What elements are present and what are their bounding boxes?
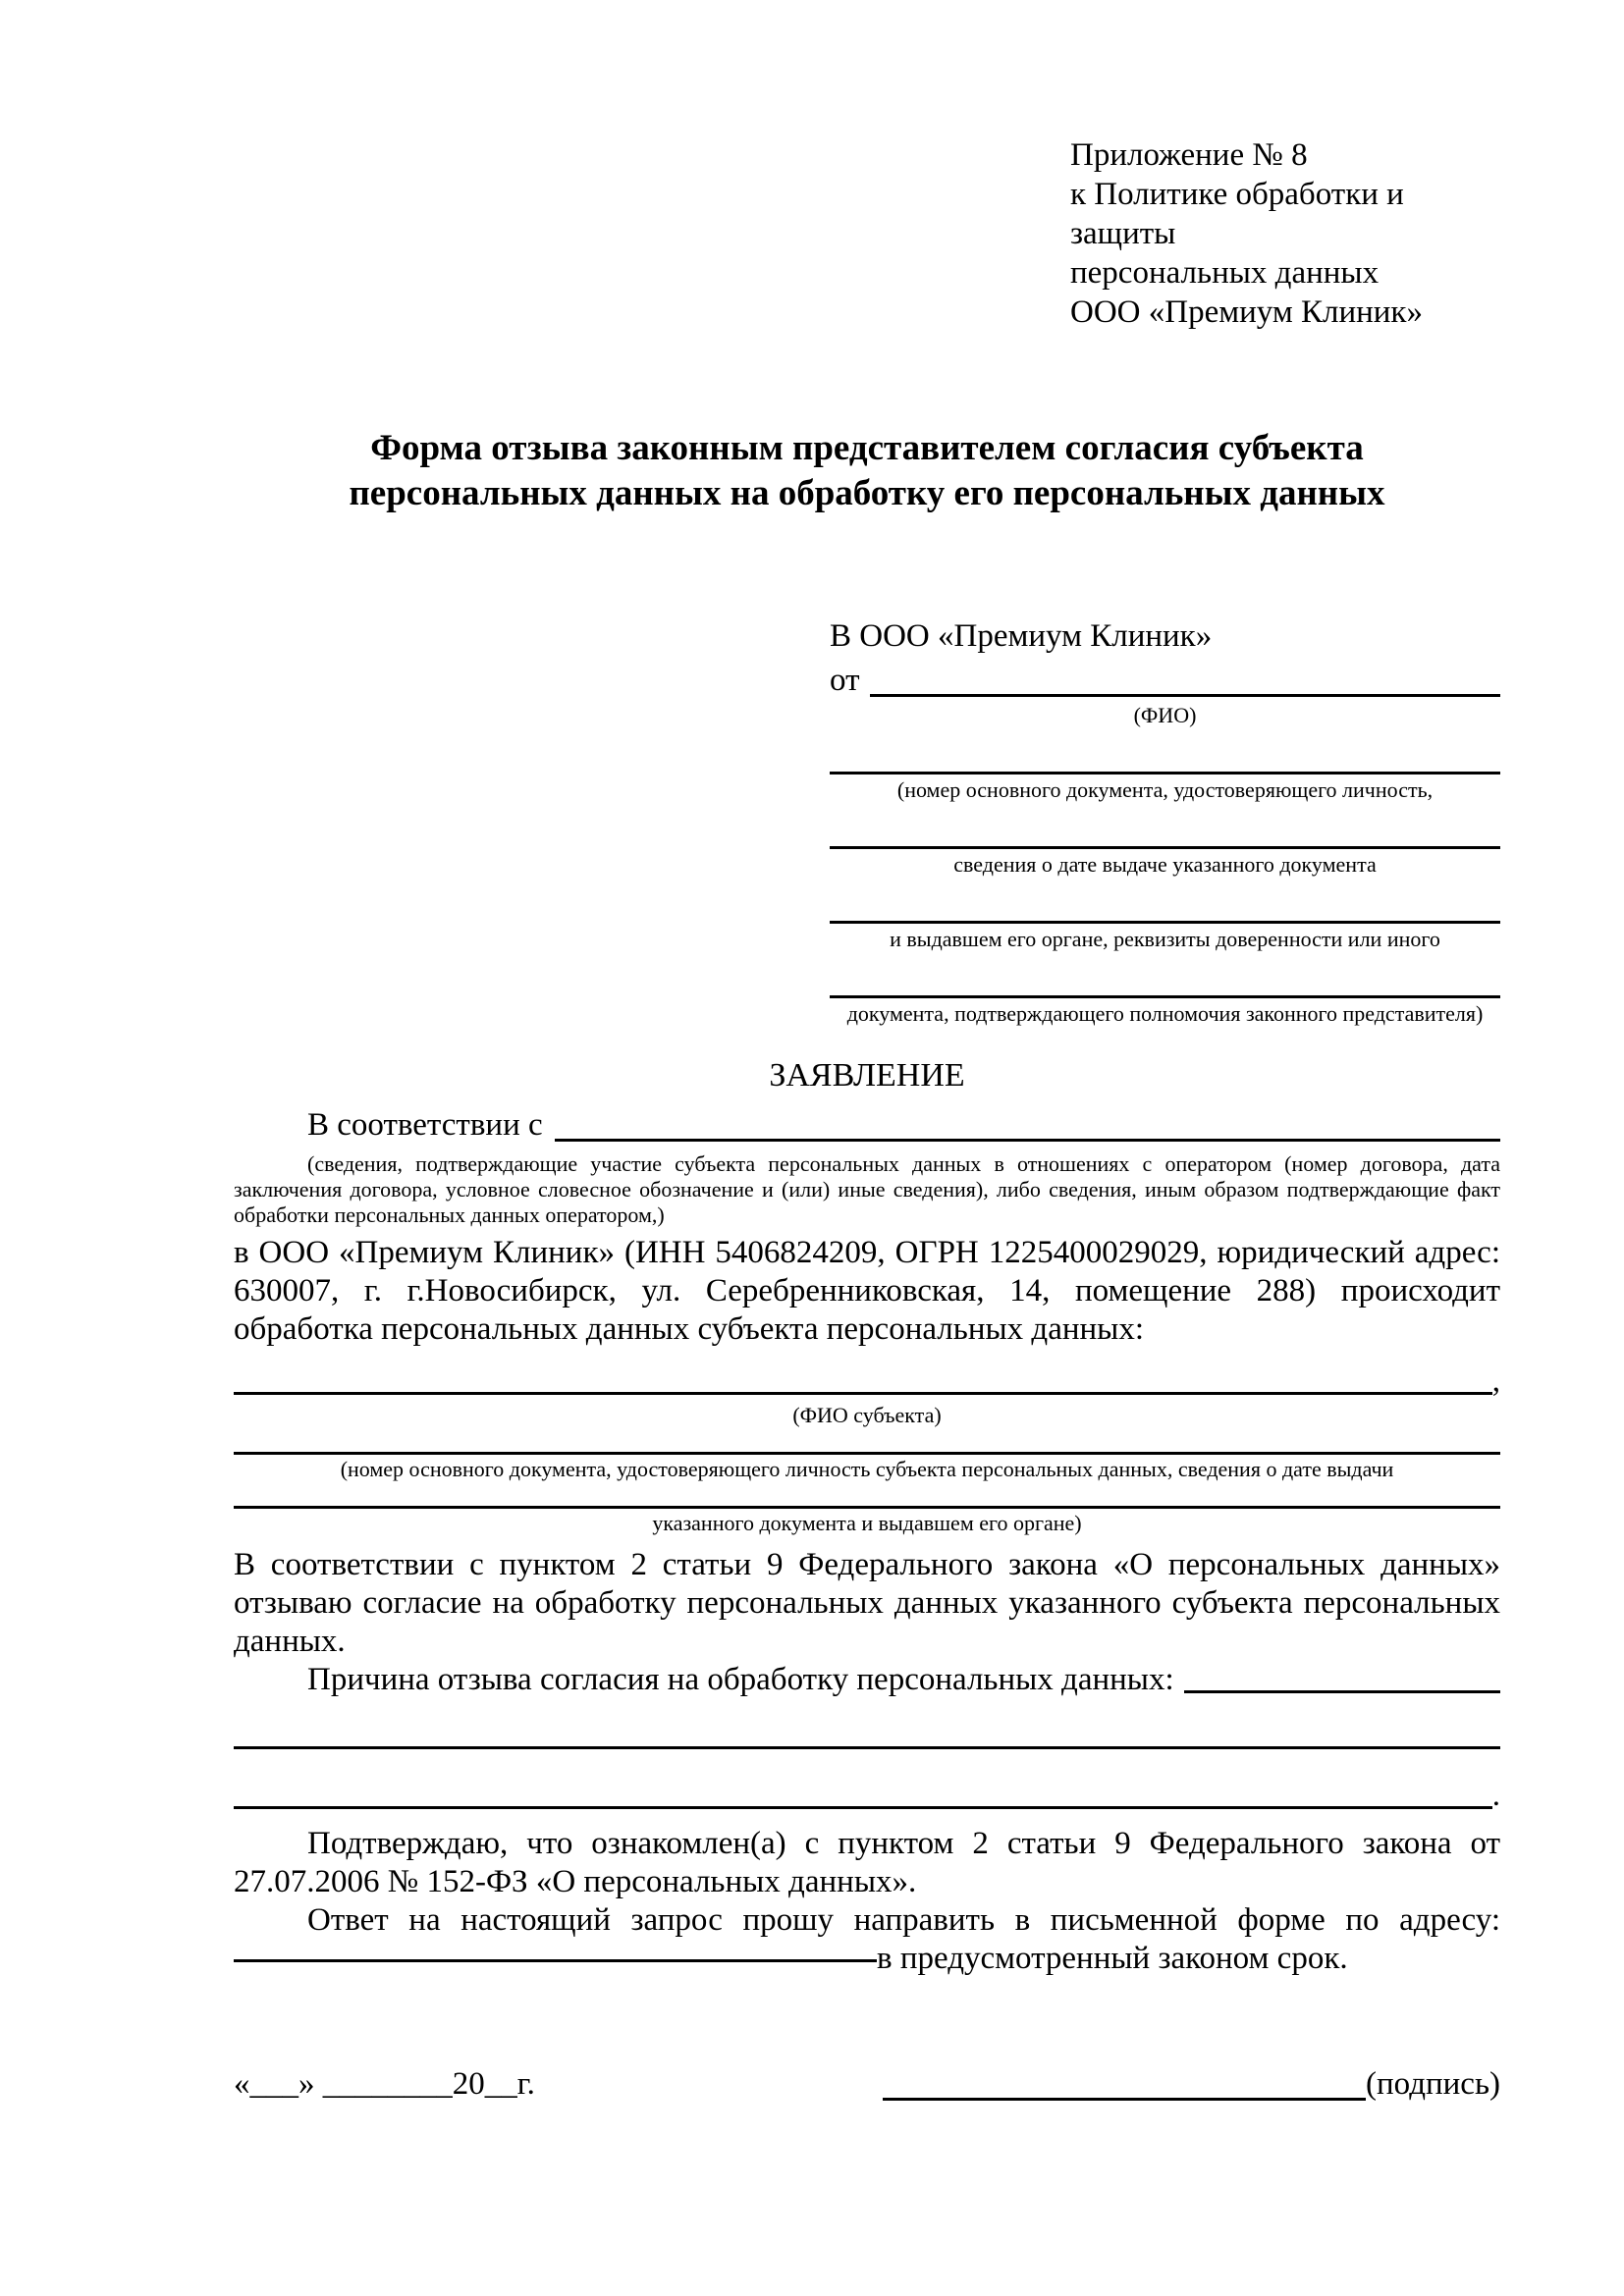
reason-line-suffix: . [1491, 1778, 1500, 1813]
representative-doc-caption-1: (номер основного документа, удостоверяющего личность, [896, 777, 1434, 802]
signature-group [883, 2062, 1500, 2107]
subject-fio-row [234, 1362, 1500, 1401]
response-request-line: Ответ на настоящий запрос прошу направить в письменной форме по адресу: [307, 1902, 1500, 1938]
reason-blank-line-3 [234, 1777, 1492, 1809]
subject-doc-caption-2: указанного документа и выдавшем его органе) [652, 1511, 1082, 1535]
reason-label: Причина отзыва согласия на обработку персональных данных: [307, 1662, 1174, 1697]
basis-row [234, 1103, 1500, 1148]
subject-fio-blank-line [234, 1362, 1492, 1395]
basis-blank-line [555, 1103, 1500, 1142]
statement-heading: ЗАЯВЛЕНИЕ [769, 1057, 965, 1094]
representative-doc-blank-line-3 [830, 921, 1500, 924]
representative-doc-blank-line-4 [830, 995, 1500, 998]
title-line-1: Форма отзыва законным представителем согласия субъекта [370, 428, 1364, 468]
withdrawal-paragraph: В соответствии с пунктом 2 статьи 9 Федерального закона «О персональных данных» отзываю согласие на обработку персональных данных указанного субъекта персональных данных. [234, 1547, 1500, 1659]
appendix-line-1: Приложение № 8 [1070, 137, 1308, 173]
appendix-block [1070, 135, 1500, 332]
representative-doc-caption-4: документа, подтверждающего полномочия законного представителя) [846, 1001, 1484, 1026]
acknowledgement-paragraph: Подтверждаю, что ознакомлен(а) с пунктом 2 статьи 9 Федерального закона от 27.07.2006 № 152-ФЗ «О персональных данных». [234, 1826, 1500, 1899]
response-suffix: в предусмотренный законом срок. [877, 1941, 1348, 1976]
document-title [234, 426, 1500, 516]
from-label: от [830, 663, 860, 698]
basis-label: В соответствии с [307, 1107, 543, 1143]
representative-doc-caption-2: сведения о дате выдаче указанного документа [953, 852, 1377, 877]
subject-doc-blank-line-2 [234, 1506, 1500, 1509]
title-line-2: персональных данных на обработку его персональных данных [349, 473, 1385, 513]
subject-doc-caption-1: (номер основного документа, удостоверяющего личность субъекта персональных данных, сведения о дате выдачи [340, 1457, 1394, 1481]
basis-caption: (сведения, подтверждающие участие субъекта персональных данных в отношениях с оператором (номер договора, дата заключения договора, условное словесное обозначение и (или) иные сведения), либо сведения, иным образом подтверждающие факт обработки персональных данных оператором,) [234, 1151, 1500, 1227]
reason-blank-line-1 [1184, 1661, 1500, 1693]
appendix-line-4: ООО «Премиум Клиник» [1070, 294, 1423, 330]
addressee-block [830, 614, 1500, 1027]
addressee-to: В ООО «Премиум Клиник» [830, 618, 1213, 654]
reason-row [234, 1661, 1500, 1699]
representative-fio-caption: (ФИО) [1133, 703, 1197, 727]
response-address-row [234, 1940, 1500, 1978]
date-blank-line: «___» ________20__г. [234, 2066, 535, 2102]
reason-blank-row-3 [234, 1777, 1500, 1815]
subject-fio-caption: (ФИО субъекта) [792, 1403, 942, 1427]
signature-blank-line [883, 2062, 1366, 2101]
operator-paragraph: в ООО «Премиум Клиник» (ИНН 5406824209, ОГРН 1225400029029, юридический адрес: 630007, г. г.Новосибирск, ул. Серебренниковская, 14, помещение 288) происходит обработка персональных данных субъекта персональных данных: [234, 1235, 1500, 1347]
addressee-from-row [830, 659, 1500, 703]
signature-caption: (подпись) [1366, 2066, 1500, 2102]
subject-doc-blank-line-1 [234, 1452, 1500, 1455]
representative-doc-blank-line-1 [830, 772, 1500, 774]
representative-doc-caption-3: и выдавшем его органе, реквизиты доверенности или иного [890, 927, 1440, 951]
representative-doc-blank-line-2 [830, 846, 1500, 849]
reason-blank-line-2 [234, 1746, 1500, 1749]
appendix-line-3: персональных данных [1070, 255, 1380, 291]
appendix-line-2: к Политике обработки и защиты [1070, 177, 1404, 251]
address-blank-line [234, 1959, 877, 1962]
signature-row [234, 2062, 1500, 2107]
subject-fio-suffix: , [1491, 1363, 1500, 1399]
representative-fio-blank-line [870, 659, 1501, 697]
